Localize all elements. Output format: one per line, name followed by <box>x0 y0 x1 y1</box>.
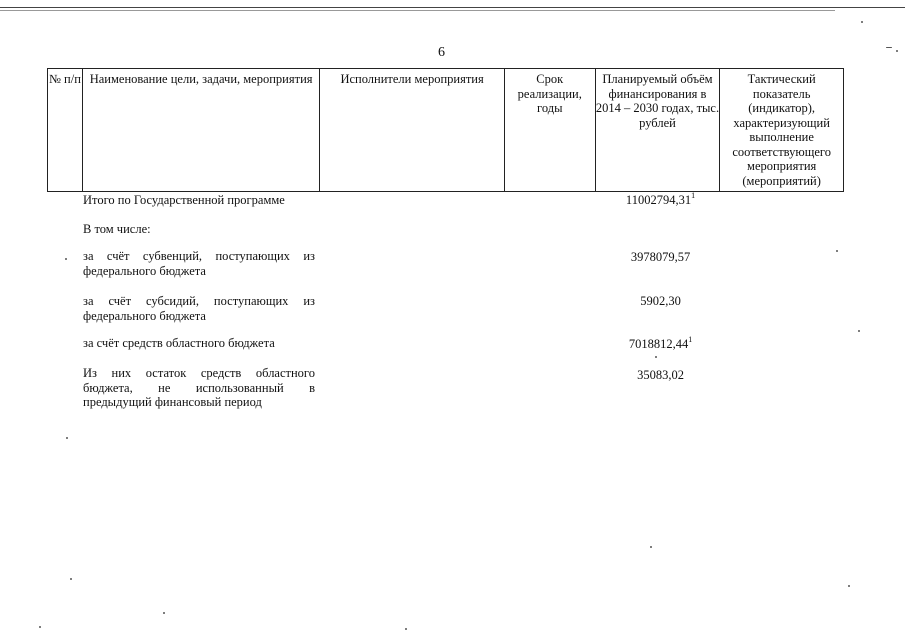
top-border-line <box>0 7 905 8</box>
scan-speck <box>650 546 652 548</box>
scan-speck <box>848 585 850 587</box>
scan-speck <box>405 628 407 630</box>
header-col-number: № п/п <box>48 69 83 191</box>
table-header <box>47 68 844 192</box>
scan-speck <box>163 612 165 614</box>
scan-speck <box>66 437 68 439</box>
row-subsidies-label: за счёт субсидий, поступающих из федерального бюджета <box>83 294 315 323</box>
row-including-label: В том числе: <box>83 222 151 236</box>
scan-speck <box>886 47 892 48</box>
row-subventions-label: за счёт субвенций, поступающих из федерального бюджета <box>83 249 315 278</box>
row-subventions-value: 3978079,57 <box>630 250 691 264</box>
scan-speck <box>65 258 67 260</box>
row-total-label: Итого по Государственной программе <box>83 193 285 207</box>
scan-speck <box>39 626 41 628</box>
row-regional-budget-label: за счёт средств областного бюджета <box>83 336 275 350</box>
header-col-indicator: Тактический показатель (индикатор), характеризующий выполнение соответствующего мероприятия (мероприятий) <box>732 72 831 188</box>
header-col-name: Наименование цели, задачи, мероприятия <box>83 69 320 191</box>
header-col-volume: Планируемый объём финансирования в 2014 – 2030 годах, тыс. рублей <box>596 69 721 191</box>
scan-speck <box>861 21 863 23</box>
scan-speck <box>858 330 860 332</box>
scan-speck <box>896 50 898 52</box>
row-remainder-label: Из них остаток средств областного бюджета, не использованный в предыдущий финансовый период <box>83 366 315 409</box>
top-border-line-secondary <box>0 10 835 11</box>
row-remainder-value: 35083,02 <box>637 368 684 382</box>
scan-speck <box>655 356 657 358</box>
row-regional-budget-value: 7018812,44$^1$ <box>628 335 693 351</box>
row-subsidies-value: 5902,30 <box>640 294 681 308</box>
page-number: 6 <box>438 45 445 60</box>
scan-speck <box>70 578 72 580</box>
header-col-executors: Исполнители мероприятия <box>320 69 505 191</box>
row-total-value: 11002794,31$^1$ <box>625 191 696 207</box>
scan-speck <box>836 250 838 252</box>
header-col-term: Срок реализации, годы <box>505 69 596 191</box>
